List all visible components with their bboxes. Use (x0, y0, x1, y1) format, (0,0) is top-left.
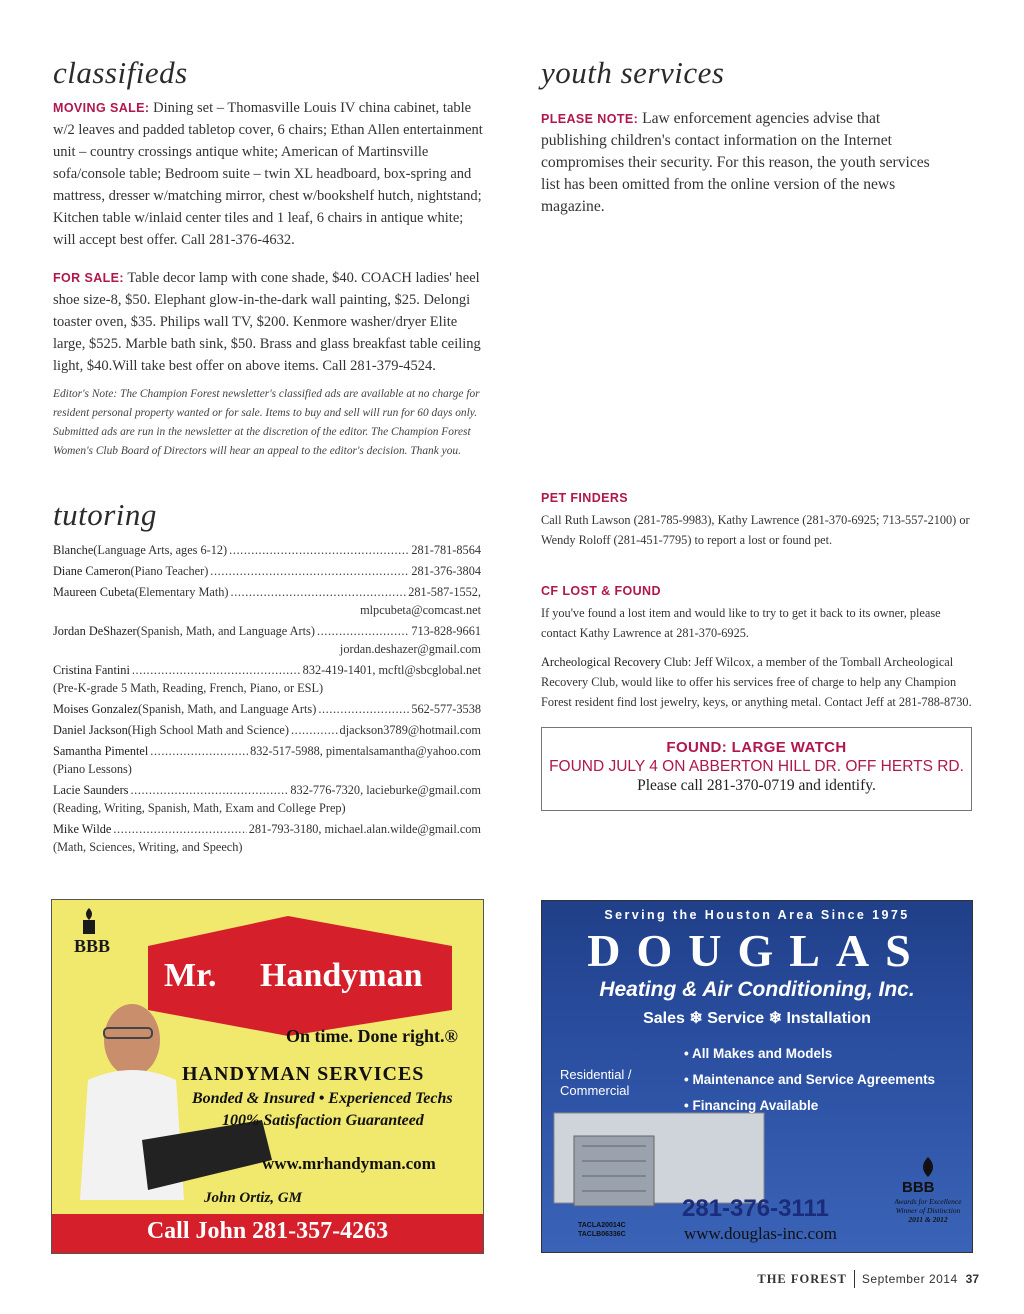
tutor-subjects: (Reading, Writing, Spanish, Math, Exam and College Prep) (53, 801, 346, 815)
tutor-name: Daniel Jackson (53, 723, 128, 737)
found-location: FOUND JULY 4 ON ABBERTON HILL DR. OFF HERTS RD. (549, 758, 964, 775)
tutor-contact: 832-776-7320, lacieburke@gmail.com (290, 783, 481, 797)
bbb-award-years: 2011 & 2012 (908, 1215, 948, 1224)
archeological-label: Archeological Recovery Club: (541, 655, 692, 669)
tutor-contact: 832-517-5988, pimentalsamantha@yahoo.com (250, 744, 481, 758)
bbb-award-line: Awards for Excellence (894, 1197, 962, 1206)
bbb-logo-icon (83, 908, 95, 934)
tutor-contact: 281-793-3180, michael.alan.wilde@gmail.com (248, 822, 481, 836)
tutor-entry (53, 661, 481, 697)
moving-sale-ad (53, 97, 483, 251)
moving-sale-text: Dining set – Thomasville Louis IV china cabinet, table w/2 leaves and padded tabletop cover, 6 chairs; Ethan Allen entertainment unit – country crossings antique white; American of Martinsville sofa/console table; Bedroom suite – twin XL headboard, box-spring and mattress, dresser w/matching mirror, chest w/bookshelf hutch, nightstand; Kitchen table w/inlaid center tiles and 1 leaf, 6 chairs in antique white; will accept best offer. Call 281-376-4632. (53, 100, 483, 248)
editor-note: Editor's Note: The Champion Forest newsletter's classified ads are available at no charge for resident personal property wanted or for sale. Items to buy and sell will run for 60 days only. Submitted ads are run in the newsletter at the discretion of the editor. The Champion Forest Women's Club Board of Directors will hear an appeal to the editor's decision. Thank you. (53, 388, 480, 457)
found-watch-notice (541, 727, 972, 811)
tutor-entry (53, 562, 481, 580)
page-number: 37 (965, 1272, 979, 1286)
douglas-bullet: • Maintenance and Service Agreements (684, 1072, 936, 1087)
tutor-contact: 832-419-1401, mcftl@sbcglobal.net (302, 663, 481, 677)
tutor-name: Mike Wilde (53, 822, 112, 836)
found-title: FOUND: LARGE WATCH (666, 739, 847, 756)
tutor-entry (53, 742, 481, 778)
for-sale-label: FOR SALE: (53, 271, 124, 285)
tutor-contact: 562-577-3538 (411, 702, 481, 716)
for-sale-ad (53, 267, 481, 377)
douglas-serving: Serving the Houston Area Since 1975 (604, 908, 910, 922)
handyman-guarantee: 100% Satisfaction Guaranteed (222, 1112, 424, 1129)
tutor-contact: 713-828-9661 (411, 624, 481, 638)
tutor-name: Maureen Cubeta (53, 585, 135, 599)
tutor-entry (53, 622, 481, 658)
tutor-name: Blanche (53, 543, 94, 557)
handyman-services: HANDYMAN SERVICES (182, 1063, 425, 1085)
douglas-name: DOUGLAS (587, 925, 927, 976)
tutor-entry (53, 583, 481, 619)
tutor-subjects: (Piano Teacher) (130, 564, 209, 578)
douglas-url: www.douglas-inc.com (684, 1224, 837, 1243)
handyman-signer: John Ortiz, GM (204, 1190, 302, 1206)
douglas-res-commercial: Residential / Commercial (560, 1067, 632, 1098)
tutor-subjects: (Elementary Math) (134, 585, 229, 599)
douglas-bbb-award (886, 1197, 970, 1224)
tutor-entry (53, 700, 481, 718)
douglas-bullet: • Financing Available (684, 1098, 819, 1113)
handyman-ad (51, 899, 484, 1254)
bbb-award-line: Winner of Distinction (895, 1206, 961, 1215)
please-note-text: Law enforcement agencies advise that publishing children's contact information on the Internet compromises their security. For this reason, the youth services list has been omitted from the online version of the news magazine. (541, 110, 930, 215)
youth-note (541, 108, 941, 218)
pet-finders-heading: PET FINDERS (541, 491, 629, 505)
youth-services-title: youth services (541, 55, 725, 90)
handyman-bonded: Bonded & Insured • Experienced Techs (192, 1090, 453, 1107)
tutor-name: Samantha Pimentel (53, 744, 149, 758)
tutor-subjects: (Pre-K-grade 5 Math, Reading, French, Piano, or ESL) (53, 681, 324, 695)
lost-found-heading: CF LOST & FOUND (541, 584, 661, 598)
tutor-name: Jordan DeShazer (53, 624, 137, 638)
douglas-phone: 281-376-3111 (682, 1195, 829, 1222)
please-note-label: PLEASE NOTE: (541, 112, 639, 126)
tutor-entry (53, 781, 481, 817)
tutor-name: Moises Gonzalez (53, 702, 139, 716)
douglas-ad (541, 900, 973, 1253)
tutor-subjects: (Spanish, Math, and Language Arts) (136, 624, 315, 638)
pet-finders-text: Call Ruth Lawson (281-785-9983), Kathy Lawrence (281-370-6925; 713-557-2100) or Wendy Roloff (281-451-7795) to report a lost or found pet. (541, 513, 970, 547)
for-sale-text: Table decor lamp with cone shade, $40. COACH ladies' heel shoe size-8, $50. Elephant glow-in-the-dark wall painting, $25. Delongi toaster oven, $35. Philips wall TV, $200. Kenmore washer/dryer Elite large, $525. Marble bath sink, $50. Brass and glass breakfast table ceiling light, $40.Will take best offer on above items. Call 281-379-4524. (53, 270, 481, 374)
tutor-subjects: (High School Math and Science) (127, 723, 289, 737)
douglas-subtitle: Heating & Air Conditioning, Inc. (599, 978, 915, 1001)
douglas-bbb-label: BBB (902, 1179, 935, 1196)
handyman-brand-name: Handyman (260, 957, 423, 994)
footer-divider (854, 1270, 855, 1288)
bbb-label: BBB (74, 936, 111, 956)
tutor-email: jordan.deshazer@gmail.com (339, 642, 481, 656)
lost-found-text: If you've found a lost item and would like to try to get it back to its owner, please contact Kathy Lawrence at 281-370-6925. (541, 606, 941, 640)
bbb-torch-icon (923, 1157, 933, 1177)
tutor-subjects: (Language Arts, ages 6-12) (93, 543, 228, 557)
douglas-models: TACLA20014C TACLB06336C (578, 1222, 626, 1238)
tutor-contact: 281-587-1552, (408, 585, 481, 599)
douglas-services: Sales ❄ Service ❄ Installation (643, 1010, 871, 1027)
tutoring-title: tutoring (53, 497, 157, 532)
tutor-subjects: (Math, Sciences, Writing, and Speech) (53, 840, 243, 854)
tutor-name: Diane Cameron (53, 564, 131, 578)
page-footer (757, 1270, 979, 1288)
tutor-contact: 281-781-8564 (411, 543, 481, 557)
tutor-name: Lacie Saunders (53, 783, 129, 797)
tutor-entry (53, 721, 481, 739)
tutor-entry (53, 541, 481, 559)
tutor-contact: djackson3789@hotmail.com (339, 723, 481, 737)
handyman-call-button: Call John 281-357-4263 (146, 1218, 389, 1244)
moving-sale-label: MOVING SALE: (53, 101, 150, 115)
archeological-club (541, 652, 973, 712)
douglas-bullet: • All Makes and Models (684, 1046, 833, 1061)
tutor-subjects: (Piano Lessons) (53, 762, 132, 776)
tutor-contact: 281-376-3804 (411, 564, 481, 578)
handyman-url: www.mrhandyman.com (262, 1154, 436, 1173)
classifieds-title: classifieds (53, 55, 188, 90)
handyman-brand-mr: Mr. (164, 957, 217, 994)
tutor-name: Cristina Fantini (53, 663, 130, 677)
found-call: Please call 281-370-0719 and identify. (637, 777, 876, 794)
archeological-text: Jeff Wilcox, a member of the Tomball Archeological Recovery Club, would like to offer his services free of charge to help any Champion Forest resident find lost jewelry, keys, or anything metal. Contact Jeff at 281-788-8730. (541, 655, 972, 709)
tutor-email: mlpcubeta@comcast.net (360, 603, 481, 617)
handyman-tagline: On time. Done right.® (286, 1026, 458, 1046)
tutor-subjects: (Spanish, Math, and Language Arts) (138, 702, 317, 716)
douglas-bullets (684, 1041, 935, 1119)
issue-date: September 2014 (861, 1272, 958, 1286)
publication-name: THE FOREST (757, 1271, 847, 1286)
tutor-entry (53, 820, 481, 856)
tutoring-list (53, 541, 481, 859)
